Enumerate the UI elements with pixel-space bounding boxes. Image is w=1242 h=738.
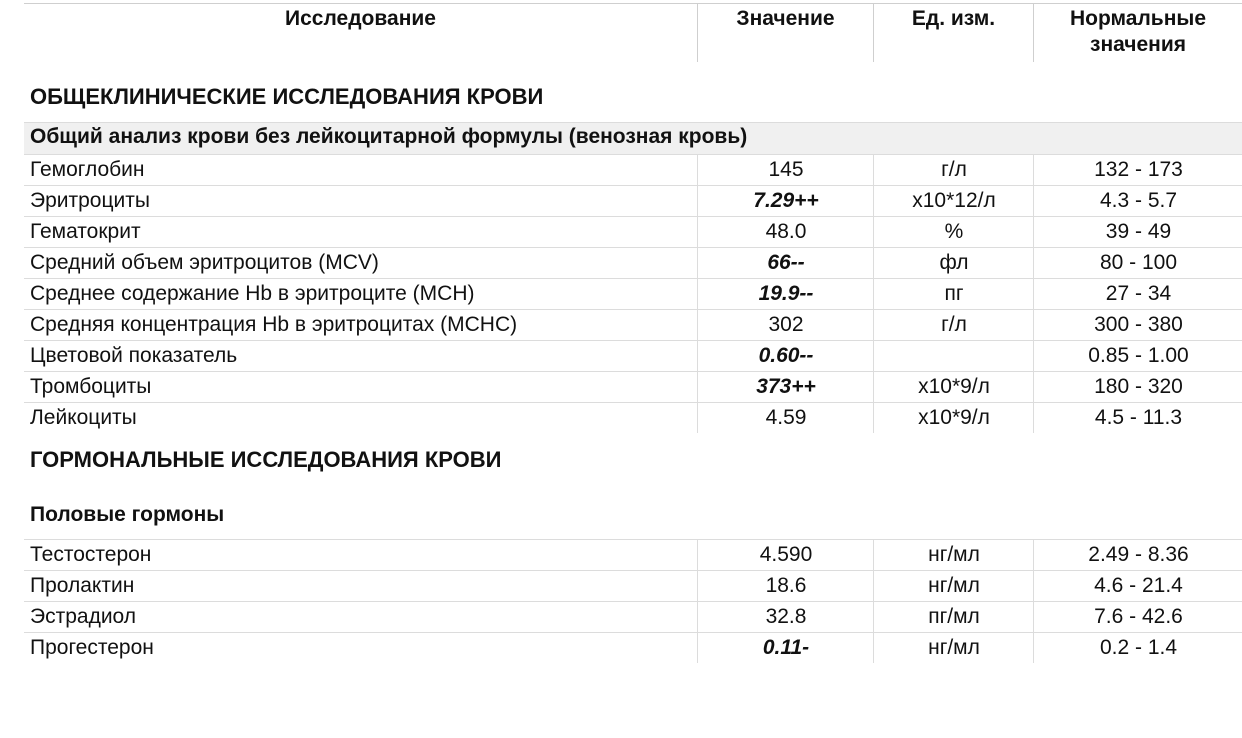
row-name: Средняя концентрация Hb в эритроцитах (MCHC) bbox=[30, 313, 518, 336]
row-unit: % bbox=[873, 217, 1034, 247]
row-unit: г/л bbox=[873, 310, 1034, 340]
row-value: 18.6 bbox=[697, 571, 874, 601]
row-norm: 4.6 - 21.4 bbox=[1033, 571, 1242, 601]
row-name: Тромбоциты bbox=[30, 375, 152, 398]
row-norm: 180 - 320 bbox=[1033, 372, 1242, 402]
row-name: Тестостерон bbox=[30, 543, 152, 566]
rows-hormones bbox=[24, 539, 1242, 663]
row-unit: г/л bbox=[873, 155, 1034, 185]
row-unit: пг/мл bbox=[873, 602, 1034, 632]
header-name: Исследование bbox=[285, 7, 436, 30]
table-row bbox=[24, 340, 1242, 371]
subgroup-cbc-label: Общий анализ крови без лейкоцитарной формулы (венозная кровь) bbox=[30, 125, 748, 148]
row-norm: 132 - 173 bbox=[1033, 155, 1242, 185]
row-unit: х10*9/л bbox=[873, 372, 1034, 402]
row-value: 302 bbox=[697, 310, 874, 340]
row-value: 48.0 bbox=[697, 217, 874, 247]
section-title-hormonal: ГОРМОНАЛЬНЫЕ ИССЛЕДОВАНИЯ КРОВИ bbox=[30, 447, 502, 472]
row-norm: 0.85 - 1.00 bbox=[1033, 341, 1242, 371]
header-unit: Ед. изм. bbox=[873, 4, 1033, 62]
subgroup-sex-hormones: Половые гормоны bbox=[30, 503, 225, 526]
table-row bbox=[24, 216, 1242, 247]
row-unit: нг/мл bbox=[873, 571, 1034, 601]
row-unit: нг/мл bbox=[873, 633, 1034, 663]
table-row bbox=[24, 601, 1242, 632]
row-unit bbox=[873, 341, 1034, 371]
row-value: 4.590 bbox=[697, 540, 874, 570]
row-value: 0.60-- bbox=[697, 341, 874, 371]
table-row bbox=[24, 632, 1242, 663]
row-unit: фл bbox=[873, 248, 1034, 278]
table-row bbox=[24, 247, 1242, 278]
row-name: Средний объем эритроцитов (MCV) bbox=[30, 251, 379, 274]
row-norm: 39 - 49 bbox=[1033, 217, 1242, 247]
section-title-general: ОБЩЕКЛИНИЧЕСКИЕ ИССЛЕДОВАНИЯ КРОВИ bbox=[30, 84, 544, 109]
row-unit: х10*12/л bbox=[873, 186, 1034, 216]
table-row bbox=[24, 185, 1242, 216]
table-header bbox=[24, 3, 1242, 62]
row-value: 32.8 bbox=[697, 602, 874, 632]
row-value: 4.59 bbox=[697, 403, 874, 433]
row-value: 373++ bbox=[697, 372, 874, 402]
row-name: Среднее содержание Hb в эритроците (MCH) bbox=[30, 282, 475, 305]
table-row bbox=[24, 570, 1242, 601]
row-norm: 4.5 - 11.3 bbox=[1033, 403, 1242, 433]
header-norm bbox=[1033, 4, 1242, 62]
table-row bbox=[24, 154, 1242, 185]
row-norm: 2.49 - 8.36 bbox=[1033, 540, 1242, 570]
row-name: Лейкоциты bbox=[30, 406, 137, 429]
row-name: Пролактин bbox=[30, 574, 135, 597]
table-row bbox=[24, 371, 1242, 402]
row-norm: 0.2 - 1.4 bbox=[1033, 633, 1242, 663]
rows-cbc bbox=[24, 154, 1242, 433]
row-unit: пг bbox=[873, 279, 1034, 309]
row-name: Гемоглобин bbox=[30, 158, 145, 181]
row-value: 0.11- bbox=[697, 633, 874, 663]
table-row bbox=[24, 278, 1242, 309]
row-norm: 4.3 - 5.7 bbox=[1033, 186, 1242, 216]
row-name: Гематокрит bbox=[30, 220, 141, 243]
table-row bbox=[24, 402, 1242, 433]
table-row bbox=[24, 309, 1242, 340]
row-norm: 80 - 100 bbox=[1033, 248, 1242, 278]
row-value: 7.29++ bbox=[697, 186, 874, 216]
row-value: 19.9-- bbox=[697, 279, 874, 309]
row-norm: 27 - 34 bbox=[1033, 279, 1242, 309]
header-norm-line1: Нормальные bbox=[1069, 7, 1207, 30]
row-value: 66-- bbox=[697, 248, 874, 278]
table-row bbox=[24, 539, 1242, 570]
row-name: Эстрадиол bbox=[30, 605, 137, 628]
row-norm: 7.6 - 42.6 bbox=[1033, 602, 1242, 632]
row-norm: 300 - 380 bbox=[1033, 310, 1242, 340]
row-name: Прогестерон bbox=[30, 636, 154, 659]
subgroup-cbc bbox=[24, 122, 1242, 154]
header-norm-line2: значения bbox=[1090, 33, 1186, 56]
row-name: Эритроциты bbox=[30, 189, 150, 212]
row-name: Цветовой показатель bbox=[30, 344, 238, 367]
row-value: 145 bbox=[697, 155, 874, 185]
row-unit: нг/мл bbox=[873, 540, 1034, 570]
row-unit: х10*9/л bbox=[873, 403, 1034, 433]
header-value: Значение bbox=[697, 4, 873, 62]
